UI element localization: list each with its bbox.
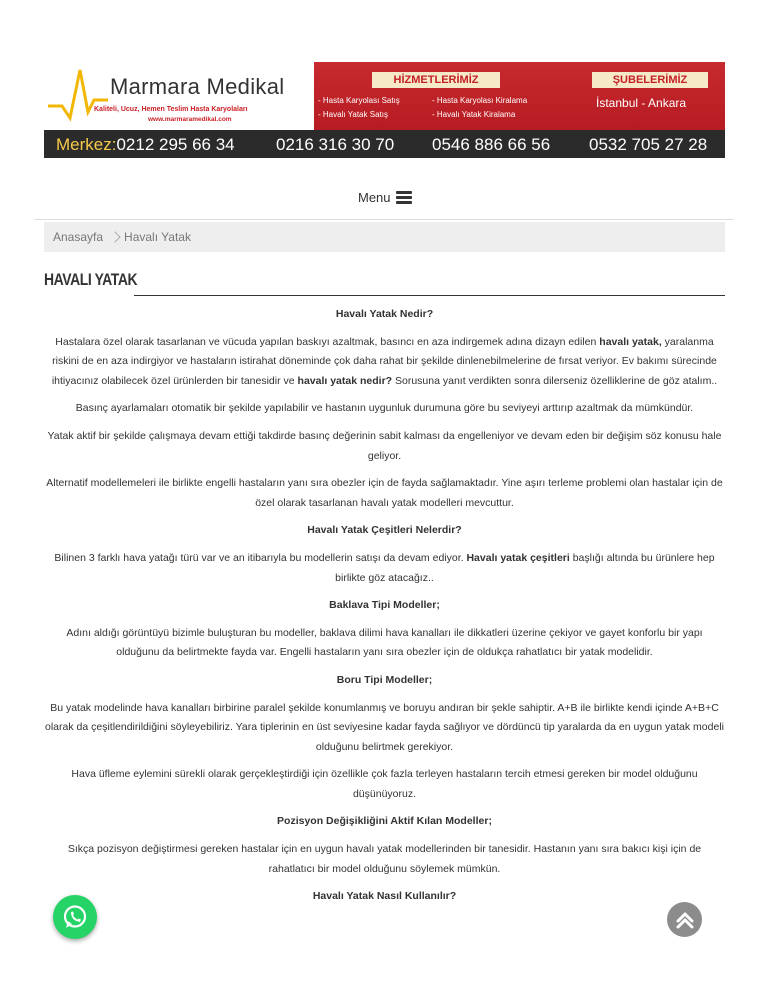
- paragraph: Bu yatak modelinde hava kanalları birbirine paralel şekilde konumlanmış ve boruyu andıran bir şekle sahiptir. A+B ile birlikte kendi içinde A+B+C olarak da çeşitlendirildiğini söyleyebiliriz. Yara tiplerinin en üst seviyesine kadar fayda sağlıyor ve dördüncü tip yaralarda da en uygun yatak modeli olduğunu belirtmek gerekiyor.: [45, 701, 724, 753]
- paragraph: Alternatif modellemeleri ile birlikte engelli hastaların yanı sıra obezler için de fayda sağlamaktadır. Yine aşırı terleme problemi olan hastalar için de özel olarak tasarlanan havalı yatak modelleri mevcuttur.: [46, 477, 723, 509]
- header-banner[interactable]: [44, 62, 725, 158]
- whatsapp-button[interactable]: [53, 895, 97, 939]
- text: başlığı altında bu ürünlere hep birlikte göz atacağız..: [335, 551, 715, 584]
- brand-name: Marmara Medikal: [110, 74, 285, 99]
- paragraph: Basınç ayarlamaları otomatik bir şekilde yapılabilir ve hastanın uygunluk durumuna göre bu seviyeyi arttırıp azaltmak da mümkündür.: [75, 402, 694, 415]
- merkez-label: Merkez:: [56, 135, 117, 154]
- article-content: [44, 305, 725, 915]
- paragraph: [44, 333, 725, 392]
- phone-number: 0216 316 30 70: [276, 135, 395, 154]
- paragraph: [44, 549, 725, 588]
- branches-title: ŞUBELERİMİZ: [592, 72, 708, 88]
- section-heading: Havalı Yatak Nedir?: [335, 308, 434, 320]
- paragraph: Yatak aktif bir şekilde çalışmaya devam ettiği takdirde basınç değerinin sabit kalması da engelleniyor ve devam eden bir değişim söz konusu hale geliyor.: [47, 429, 722, 462]
- service-item: - Hasta Karyolası Satış: [318, 96, 400, 105]
- section-heading: Baklava Tipi Modeller;: [329, 599, 440, 612]
- paragraph: Sıkça pozisyon değiştirmesi gereken hastalar için en uygun havalı yatak modellerinden bir tanesidir. Hastanın yanı sıra bakıcı kişi için de rahatlatıcı bir model olduğunu söylemek mümkün.: [67, 843, 702, 875]
- section-heading: Boru Tipi Modeller;: [336, 673, 433, 686]
- keyword-link[interactable]: Havalı yatak çeşitleri: [466, 551, 570, 564]
- title-underline: [134, 295, 725, 296]
- page-title: HAVALI YATAK: [44, 270, 138, 289]
- phone-number: 0532 705 27 28: [589, 135, 708, 154]
- service-item: - Havalı Yatak Satış: [318, 110, 388, 119]
- keyword-link[interactable]: havalı yatak,: [599, 335, 662, 348]
- section-heading: Havalı Yatak Nasıl Kullanılır?: [312, 890, 457, 903]
- section-heading: Havalı Yatak Çeşitleri Nelerdir?: [307, 524, 462, 537]
- menu-label: Menu: [358, 190, 391, 205]
- paragraph: Adını aldığı görüntüyü bizimle buluşturan bu modeller, baklava dilimi hava kanalları ile dikkatleri üzerine çekiyor ve gayet konforlu bir yapı olduğunu da belirtmekte fayda var. Engelli hastaların yanı sıra obezler için de oldukça rahatlatıcı bir yatak modelidir.: [66, 626, 703, 659]
- text: Hastalara özel olarak tasarlanan ve vücuda yapılan baskıyı azaltmak, basıncı en aza indirgemek adına dizayn edilen: [55, 335, 600, 348]
- text: Bilinen 3 farklı hava yatağı türü var ve an itibarıyla bu modellerin satışı da devam ediyor.: [54, 551, 467, 564]
- keyword-link[interactable]: havalı yatak nedir?: [297, 374, 393, 387]
- hamburger-icon: [396, 191, 412, 204]
- brand-tagline: Kaliteli, Ucuz, Hemen Teslim Hasta Karyolaları: [94, 106, 248, 113]
- text: Sorusuna yanıt verdikten sonra dilerseniz özelliklerine de göz atalım..: [392, 374, 718, 387]
- branches-cities: İstanbul - Ankara: [596, 96, 687, 110]
- whatsapp-icon: [61, 903, 89, 931]
- breadcrumb: [44, 222, 725, 252]
- phone-number: 0212 295 66 34: [116, 135, 235, 154]
- text: yaralanma riskini de en aza indirgiyor ve hastaların istirahat döneminde çok daha rahat bir şekilde dinlenebilmelerine de fırsat veriyor. Ev bakımı sürecinde ihtiyacınız olabilecek özel ürünlerden bir tanesidir ve: [51, 335, 717, 387]
- chevron-right-icon: [109, 231, 120, 242]
- brand-url: www.marmaramedikal.com: [148, 116, 232, 123]
- services-title: HİZMETLERİMİZ: [372, 72, 500, 88]
- breadcrumb-current: Havalı Yatak: [124, 230, 191, 244]
- heartbeat-logo-icon: [48, 66, 118, 128]
- merkez-phone: [56, 135, 235, 155]
- chevron-up-icon: [675, 910, 695, 930]
- phone-number: 0546 886 66 56: [432, 135, 551, 154]
- section-heading: Pozisyon Değişikliğini Aktif Kılan Modeller;: [277, 815, 492, 828]
- service-item: - Havalı Yatak Kiralama: [432, 110, 516, 119]
- paragraph: Hava üfleme eylemini sürekli olarak gerçekleştirdiği için özellikle çok fazla terleyen hastaların tercih etmesi gereken bir model olduğunu düşünüyoruz.: [71, 768, 698, 800]
- service-item: - Hasta Karyolası Kiralama: [432, 96, 528, 105]
- menu-toggle[interactable]: [358, 190, 412, 205]
- scroll-top-button[interactable]: [667, 902, 702, 937]
- divider: [34, 219, 734, 220]
- breadcrumb-home-link[interactable]: Anasayfa: [53, 230, 104, 244]
